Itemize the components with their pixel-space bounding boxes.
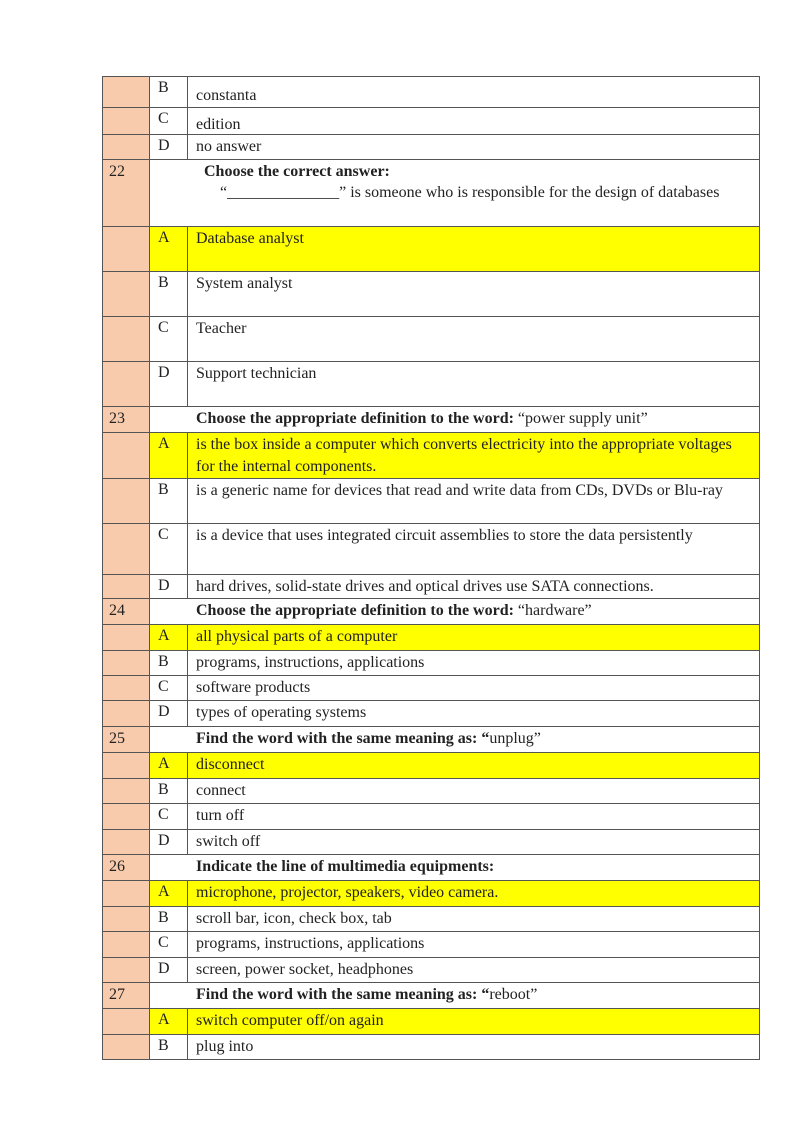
question-prompt: Choose the appropriate definition to the word: (196, 602, 514, 619)
question-row (102, 159, 760, 226)
option-letter-cell: B (150, 272, 188, 316)
option-text-cell: scroll bar, icon, check box, tab (188, 907, 760, 931)
option-text-cell: switch off (188, 830, 760, 854)
question-text-cell (188, 727, 760, 752)
option-letter-cell: B (150, 1035, 188, 1059)
answer-option-row (102, 574, 760, 598)
option-text-cell: all physical parts of a computer (188, 625, 760, 650)
question-term: “hardware” (513, 602, 592, 619)
answer-option-row (102, 700, 760, 726)
option-letter-cell (150, 407, 188, 432)
option-text-cell: no answer (188, 135, 760, 159)
question-text-cell (188, 407, 760, 432)
option-letter-cell: D (150, 701, 188, 726)
answer-option-row (102, 624, 760, 650)
option-text-cell: programs, instructions, applications (188, 932, 760, 957)
answer-option-row (102, 829, 760, 854)
question-statement: “______________” is someone who is responsible for the design of databases (220, 184, 720, 201)
option-text-cell: plug into (188, 1035, 760, 1059)
question-text-cell (188, 983, 760, 1008)
question-text-cell (188, 160, 760, 226)
question-number-cell (102, 227, 150, 271)
answer-option-row (102, 752, 760, 778)
question-number-cell (102, 272, 150, 316)
option-text-cell: switch computer off/on again (188, 1009, 760, 1034)
question-number-cell (102, 753, 150, 778)
option-letter-cell (150, 160, 188, 226)
answer-option-row (102, 226, 760, 271)
question-number-cell (102, 701, 150, 726)
option-letter-cell: A (150, 881, 188, 906)
option-text-cell: Database analyst (188, 227, 760, 271)
option-letter-cell: D (150, 958, 188, 982)
option-text-cell: edition (188, 108, 760, 134)
question-number-cell (102, 907, 150, 931)
question-number-cell (102, 362, 150, 406)
answer-option-row (102, 316, 760, 361)
question-prompt: Find the word with the same meaning as: “ (196, 986, 490, 1003)
answer-option-row (102, 361, 760, 406)
option-letter-cell: B (150, 907, 188, 931)
option-letter-cell: C (150, 317, 188, 361)
question-number-cell (102, 479, 150, 523)
option-letter-cell: C (150, 108, 188, 134)
option-text-cell: constanta (188, 77, 760, 107)
answer-option-row (102, 778, 760, 803)
question-number-cell (102, 676, 150, 700)
option-letter-cell: C (150, 804, 188, 829)
option-text-cell: is a device that uses integrated circuit assemblies to store the data persistently (188, 524, 760, 574)
question-number-cell (102, 524, 150, 574)
option-text-cell: turn off (188, 804, 760, 829)
question-prompt: Indicate the line of multimedia equipments: (196, 858, 495, 875)
option-letter-cell: D (150, 135, 188, 159)
option-letter-cell: A (150, 1009, 188, 1034)
question-row (102, 406, 760, 432)
option-text-cell: software products (188, 676, 760, 700)
question-number-cell (102, 830, 150, 854)
question-number-cell (102, 651, 150, 675)
option-letter-cell: D (150, 830, 188, 854)
question-prompt: Find the word with the same meaning as: “ (196, 730, 490, 747)
answer-option-row (102, 1008, 760, 1034)
question-prompt: Choose the appropriate definition to the word: (196, 410, 514, 427)
question-row (102, 854, 760, 880)
option-text-cell: programs, instructions, applications (188, 651, 760, 675)
answer-option-row (102, 957, 760, 982)
option-letter-cell: B (150, 651, 188, 675)
option-text-cell: types of operating systems (188, 701, 760, 726)
quiz-table (102, 76, 760, 1060)
question-number-cell (102, 881, 150, 906)
option-letter-cell: D (150, 362, 188, 406)
option-text-cell: is a generic name for devices that read and write data from CDs, DVDs or Blu-ray (188, 479, 760, 523)
question-number-cell (102, 575, 150, 598)
question-number-cell: 25 (102, 727, 150, 752)
option-letter-cell: B (150, 479, 188, 523)
question-row (102, 982, 760, 1008)
option-text-cell: screen, power socket, headphones (188, 958, 760, 982)
option-text-cell: Support technician (188, 362, 760, 406)
answer-option-row (102, 523, 760, 574)
question-text-cell (188, 599, 760, 624)
question-number-cell (102, 779, 150, 803)
answer-option-row (102, 107, 760, 134)
question-number-cell: 26 (102, 855, 150, 880)
question-number-cell: 24 (102, 599, 150, 624)
option-text-cell: connect (188, 779, 760, 803)
option-text-cell: hard drives, solid-state drives and optical drives use SATA connections. (188, 575, 760, 598)
answer-option-row (102, 432, 760, 478)
option-text-cell: System analyst (188, 272, 760, 316)
option-letter-cell: C (150, 524, 188, 574)
option-letter-cell (150, 727, 188, 752)
option-letter-cell: C (150, 676, 188, 700)
question-row (102, 598, 760, 624)
question-row (102, 726, 760, 752)
answer-option-row (102, 803, 760, 829)
question-term: unplug” (489, 730, 541, 747)
option-text-cell: disconnect (188, 753, 760, 778)
question-number-cell (102, 932, 150, 957)
question-number-cell: 23 (102, 407, 150, 432)
question-prompt: Choose the correct answer: (204, 163, 390, 180)
answer-option-row (102, 931, 760, 957)
answer-option-row (102, 1034, 760, 1060)
answer-option-row (102, 76, 760, 107)
option-text-cell: is the box inside a computer which converts electricity into the appropriate voltages for the internal components. (188, 433, 760, 478)
option-letter-cell (150, 855, 188, 880)
answer-option-row (102, 478, 760, 523)
option-letter-cell (150, 599, 188, 624)
question-term: reboot” (489, 986, 538, 1003)
question-term: “power supply unit” (513, 410, 648, 427)
answer-option-row (102, 271, 760, 316)
answer-option-row (102, 650, 760, 675)
option-letter-cell: C (150, 932, 188, 957)
question-number-cell (102, 135, 150, 159)
question-number-cell (102, 317, 150, 361)
option-letter-cell: A (150, 753, 188, 778)
option-letter-cell: A (150, 227, 188, 271)
option-letter-cell: A (150, 433, 188, 478)
question-number-cell: 27 (102, 983, 150, 1008)
question-number-cell (102, 625, 150, 650)
option-letter-cell: A (150, 625, 188, 650)
question-number-cell (102, 804, 150, 829)
answer-option-row (102, 134, 760, 159)
answer-option-row (102, 675, 760, 700)
question-number-cell (102, 108, 150, 134)
option-text-cell: Teacher (188, 317, 760, 361)
answer-option-row (102, 880, 760, 906)
question-text-cell (188, 855, 760, 880)
option-letter-cell (150, 983, 188, 1008)
option-letter-cell: B (150, 779, 188, 803)
option-text-cell: microphone, projector, speakers, video camera. (188, 881, 760, 906)
question-number-cell (102, 958, 150, 982)
question-number-cell (102, 1009, 150, 1034)
question-number-cell (102, 1035, 150, 1059)
answer-option-row (102, 906, 760, 931)
option-letter-cell: B (150, 77, 188, 107)
question-number-cell: 22 (102, 160, 150, 226)
option-letter-cell: D (150, 575, 188, 598)
question-number-cell (102, 77, 150, 107)
question-number-cell (102, 433, 150, 478)
